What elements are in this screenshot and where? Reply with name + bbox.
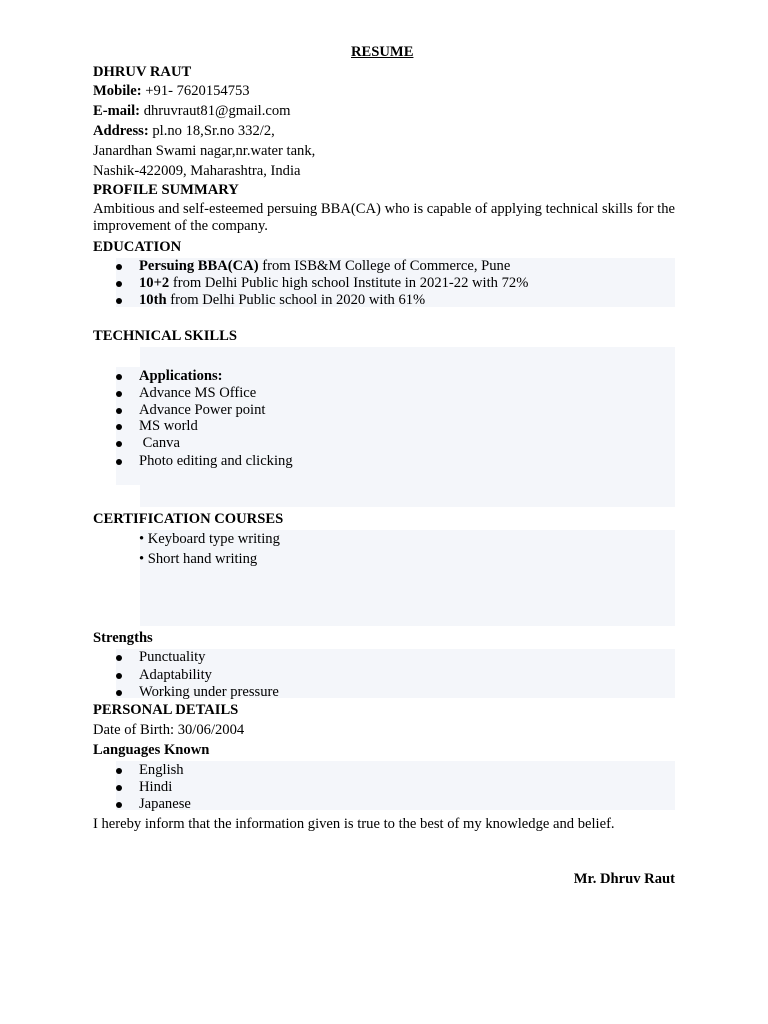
personal-heading: PERSONAL DETAILS [93, 702, 239, 718]
resume-title: RESUME [351, 44, 414, 60]
education-item [139, 291, 425, 309]
bullet [116, 802, 122, 808]
languages-heading: Languages Known [93, 742, 210, 758]
address-label: Address: [93, 123, 149, 139]
strength-item: Working under pressure [139, 684, 279, 700]
mobile-label: Mobile: [93, 83, 142, 99]
bullet [116, 673, 122, 679]
skill-item: Canva [139, 435, 180, 451]
language-item: Hindi [139, 779, 173, 795]
technical-heading: TECHNICAL SKILLS [93, 328, 237, 344]
education-item-bold: Persuing BBA(CA) [139, 258, 259, 274]
bullet [116, 690, 122, 696]
skill-item: Advance Power point [139, 402, 266, 418]
skill-item: Photo editing and clicking [139, 453, 293, 469]
bullet [116, 768, 122, 774]
education-item [139, 257, 510, 275]
candidate-name: DHRUV RAUT [93, 64, 192, 80]
language-item: Japanese [139, 796, 191, 812]
education-item [139, 274, 528, 292]
email-line [93, 102, 290, 120]
signature-name: Mr. Dhruv Raut [573, 871, 675, 887]
address-line-3: Nashik-422009, Maharashtra, India [93, 163, 301, 179]
education-heading: EDUCATION [93, 239, 182, 255]
bullet [116, 408, 122, 414]
skill-item: MS world [139, 418, 198, 434]
education-item-text: from Delhi Public high school Institute in 2021-22 with 72% [169, 275, 529, 291]
education-item-bold: 10th [139, 292, 167, 308]
certification-item: • Short hand writing [139, 551, 258, 567]
email-value: dhruvraut81@gmail.com [143, 103, 291, 119]
address-line-2: Janardhan Swami nagar,nr.water tank, [93, 143, 316, 159]
bullet [116, 459, 122, 465]
strengths-heading: Strengths [93, 630, 153, 646]
languages-table-bg [116, 761, 675, 810]
mobile-value: +91- 7620154753 [145, 83, 250, 99]
strength-item: Adaptability [139, 667, 212, 683]
strength-item: Punctuality [139, 649, 206, 665]
date-of-birth: Date of Birth: 30/06/2004 [93, 722, 245, 738]
language-item: English [139, 762, 184, 778]
education-item-bold: 10+2 [139, 275, 170, 291]
mobile-line [93, 82, 250, 100]
bullet [116, 655, 122, 661]
profile-heading: PROFILE SUMMARY [93, 182, 239, 198]
skill-item: Applications: [139, 368, 223, 384]
bullet [116, 281, 122, 287]
certification-heading: CERTIFICATION COURSES [93, 511, 284, 527]
address-value-1: pl.no 18,Sr.no 332/2, [152, 123, 275, 139]
bullet [116, 298, 122, 304]
skill-item: Advance MS Office [139, 385, 257, 401]
bullet [116, 374, 122, 380]
email-label: E-mail: [93, 103, 141, 119]
bullet [116, 785, 122, 791]
bullet [116, 264, 122, 270]
bullet [116, 441, 122, 447]
certification-item: • Keyboard type writing [139, 531, 280, 547]
bullet [116, 424, 122, 430]
declaration-text: I hereby inform that the information given is true to the best of my knowledge and belief. [93, 816, 615, 832]
bullet [116, 391, 122, 397]
profile-text: Ambitious and self-esteemed persuing BBA(CA) who is capable of applying technical skills for the improvement of the company. [93, 201, 675, 234]
education-item-text: from ISB&M College of Commerce, Pune [258, 258, 511, 274]
education-item-text: from Delhi Public school in 2020 with 61% [166, 292, 426, 308]
address-line-1 [93, 122, 275, 140]
